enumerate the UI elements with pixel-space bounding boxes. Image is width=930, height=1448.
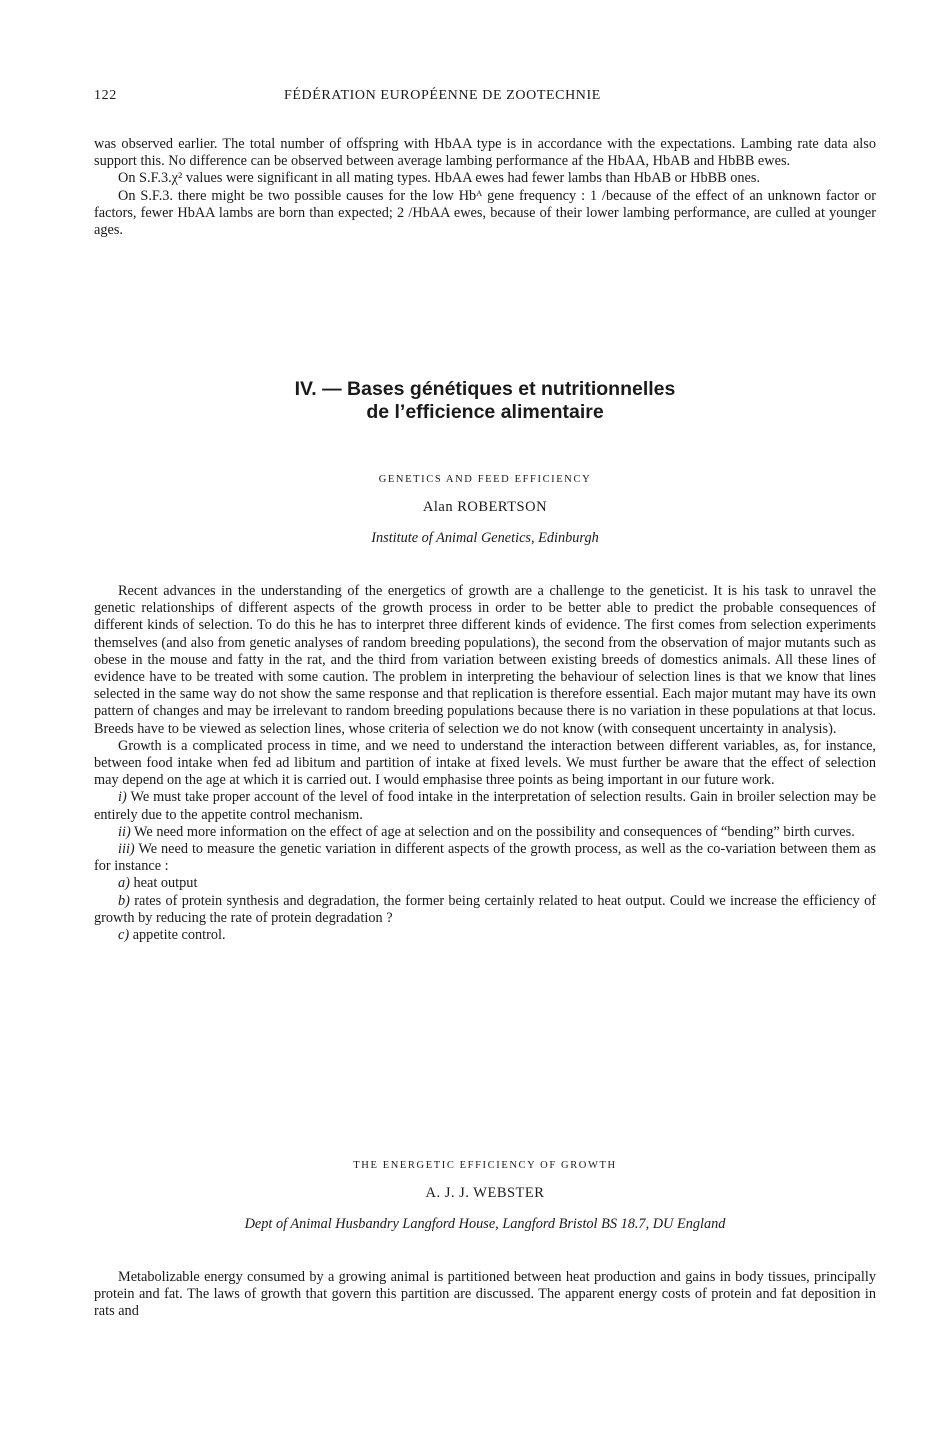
- list-marker-b: b): [118, 892, 130, 909]
- carryover-text: [94, 136, 876, 239]
- article-1-author: Alan ROBERTSON: [422, 499, 548, 515]
- list-text-c: appetite control.: [132, 927, 226, 944]
- list-item-b: [94, 893, 876, 927]
- page: [94, 88, 876, 1320]
- list-item-c: [94, 927, 876, 944]
- page-number: 122: [94, 88, 117, 103]
- list-item-a: [94, 875, 876, 892]
- list-marker-i: i): [118, 789, 127, 806]
- list-item-ii: [94, 824, 876, 841]
- article-2-header: [94, 1160, 876, 1233]
- article-1-body: [94, 583, 876, 944]
- article-1-title: GENETICS AND FEED EFFICIENCY: [378, 474, 592, 485]
- list-text-a: heat output: [133, 875, 198, 892]
- carryover-paragraph-2: On S.F.3.χ² values were significant in all mating types. HbAA ewes had fewer lambs than HbAB or HbBB ones.: [118, 170, 761, 187]
- carryover-paragraph-3: On S.F.3. there might be two possible causes for the low Hbᴬ gene frequency : 1 /because of the effect of an unknown factor or factors, fewer HbAA lambs are born than expected; 2 /HbAA ewes, because of their lower lambing performance, are culled at younger ages.: [94, 187, 876, 239]
- list-marker-c: c): [118, 927, 130, 944]
- list-marker-ii: ii): [118, 823, 131, 840]
- list-text-ii: We need more information on the effect of age at selection and on the possibility and consequences of “bending” birth curves.: [134, 823, 855, 840]
- section-title-line-2: de l’efficience alimentaire: [366, 401, 604, 423]
- article-2-title: THE ENERGETIC EFFICIENCY OF GROWTH: [353, 1160, 617, 1171]
- article-1-affiliation: Institute of Animal Genetics, Edinburgh: [371, 530, 599, 546]
- running-header: [94, 88, 876, 108]
- section-title: [94, 378, 876, 424]
- article-1-paragraph-1: Recent advances in the understanding of the energetics of growth are a challenge to the geneticist. It is his task to unravel the genetic relationships of different aspects of the growth process in order to be better able to predict the probable consequences of different kinds of selection. To do this he has to interpret three different kinds of evidence. The first comes from selection experiments themselves (and also from genetic analyses of random breeding populations), the second from the observation of major mutants such as obese in the mouse and fatty in the rat, and the third from variation between existing breeds of domestics animals. All these lines of evidence have to be treated with some caution. The problem in interpreting the behaviour of selection lines is that we know that lines selected in the same way do not show the same response and that replication is therefore essential. Each major mutant may have its own pattern of changes and may be irrelevant to random breeding populations because there is no variation in these populations at that locus. Breeds have to be viewed as selection lines, whose criteria of selection we do not know (with consequent uncertainty in analysis).: [94, 583, 876, 737]
- article-1-paragraph-2: Growth is a complicated process in time, and we need to understand the interaction between different variables, as, for instance, between food intake when fed ad libitum and partition of intake at fixed levels. We must further be aware that the effect of selection may depend on the age at which it is carried out. I would emphasise three points as being important in our future work.: [94, 737, 876, 789]
- section-title-line-1: IV. — Bases génétiques et nutritionnelles: [294, 378, 676, 400]
- list-text-i: We must take proper account of the level of food intake in the interpretation of selection results. Gain in broiler selection may be entirely due to the appetite control mechanism.: [94, 789, 876, 823]
- list-item-i: [94, 789, 876, 823]
- list-marker-a: a): [118, 875, 130, 892]
- article-2-author: A. J. J. WEBSTER: [425, 1185, 545, 1201]
- list-marker-iii: iii): [118, 841, 135, 858]
- article-2-affiliation: Dept of Animal Husbandry Langford House, Langford Bristol BS 18.7, DU England: [244, 1216, 726, 1232]
- list-item-iii: [94, 841, 876, 875]
- article-2-paragraph-1: Metabolizable energy consumed by a growing animal is partitioned between heat production and gains in body tissues, principally protein and fat. The laws of growth that govern this partition are discussed. The apparent energy costs of protein and fat deposition in rats and: [94, 1269, 876, 1320]
- article-2-body: [94, 1269, 876, 1321]
- journal-title: FÉDÉRATION EUROPÉENNE DE ZOOTECHNIE: [284, 88, 601, 103]
- list-text-iii: We need to measure the genetic variation in different aspects of the growth process, as well as the co-variation between them as for instance :: [94, 841, 876, 875]
- list-text-b: rates of protein synthesis and degradation, the former being certainly related to heat output. Could we increase the efficiency of growth by reducing the rate of protein degradation ?: [94, 892, 876, 926]
- carryover-paragraph-1: was observed earlier. The total number of offspring with HbAA type is in accordance with the expectations. Lambing rate data also support this. No difference can be observed between average lambing performance af the HbAA, HbAB and HbBB ewes.: [94, 136, 876, 170]
- article-1-header: [94, 474, 876, 547]
